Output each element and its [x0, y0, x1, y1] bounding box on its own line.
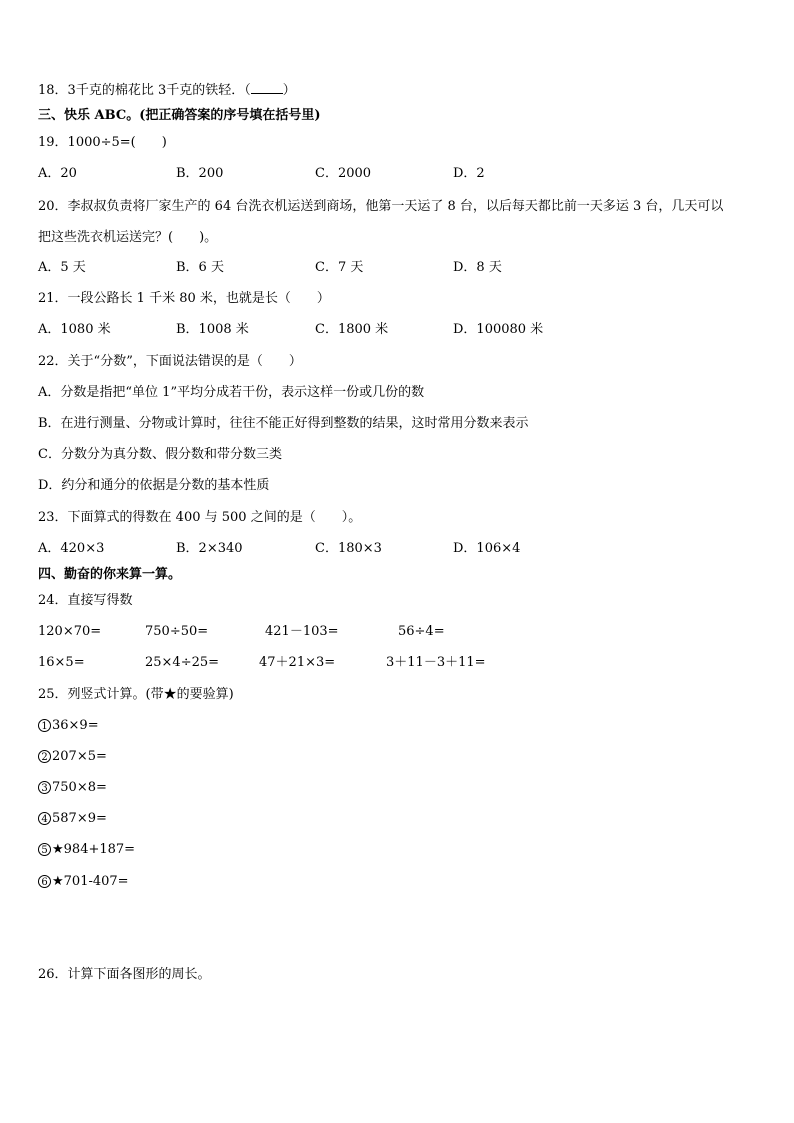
- circled-number-icon: 3: [38, 781, 51, 794]
- question-22-option-b[interactable]: B．在进行测量、分物或计算时，往往不能正好得到整数的结果，这时常用分数来表示: [38, 416, 529, 431]
- question-21-option-d[interactable]: D．100080 米: [453, 322, 544, 337]
- question-21-option-c[interactable]: C．1800 米: [315, 322, 389, 337]
- section-3-heading: 三、快乐 ABC。(把正确答案的序号填在括号里): [38, 108, 321, 123]
- vertical-calc-item: [38, 717, 99, 735]
- section-4-heading: 四、勤奋的你来算一算。: [38, 567, 182, 582]
- calc-item: 3＋11－3＋11=: [386, 655, 486, 670]
- question-20-option-c[interactable]: C．7 天: [315, 260, 364, 275]
- question-24-title: 24．直接写得数: [38, 593, 133, 608]
- circled-number-icon: 6: [38, 875, 51, 888]
- question-19-stem: 19．1000÷5=( ): [38, 135, 167, 150]
- question-20-option-a[interactable]: A．5 天: [38, 260, 86, 275]
- question-19-option-b[interactable]: B．200: [176, 166, 224, 181]
- question-18-text: 18．3千克的棉花比 3千克的铁轻．（: [38, 83, 251, 98]
- vertical-calc-item: [38, 748, 107, 766]
- question-18-close: ）: [282, 83, 296, 98]
- question-23-stem: 23．下面算式的得数在 400 与 500 之间的是（ ）。: [38, 510, 362, 525]
- question-23-option-a[interactable]: A．420×3: [38, 541, 105, 556]
- circled-number-icon: 2: [38, 750, 51, 763]
- vertical-calc-item: [38, 810, 107, 828]
- question-22-option-a[interactable]: A．分数是指把“单位 1”平均分成若干份，表示这样一份或几份的数: [38, 385, 425, 400]
- question-23-option-b[interactable]: B．2×340: [176, 541, 243, 556]
- calc-item: 120×70=: [38, 624, 102, 639]
- calc-item: 16×5=: [38, 655, 85, 670]
- vertical-calc-expr: 36×9=: [52, 718, 99, 733]
- calc-item: 421－103=: [265, 624, 339, 639]
- question-25-title: 25．列竖式计算。(带★的要验算): [38, 687, 234, 702]
- calc-item: 47＋21×3=: [259, 655, 336, 670]
- question-19-option-d[interactable]: D．2: [453, 166, 485, 181]
- answer-blank[interactable]: [251, 81, 283, 94]
- circled-number-icon: 4: [38, 812, 51, 825]
- vertical-calc-expr: ★984+187=: [52, 842, 136, 857]
- circled-number-icon: 5: [38, 843, 51, 856]
- vertical-calc-item: [38, 779, 107, 797]
- calc-item: 750÷50=: [145, 624, 209, 639]
- vertical-calc-expr: 587×9=: [52, 811, 107, 826]
- question-19-option-a[interactable]: A．20: [38, 166, 77, 181]
- question-21-option-b[interactable]: B．1008 米: [176, 322, 249, 337]
- question-22-option-c[interactable]: C．分数分为真分数、假分数和带分数三类: [38, 447, 282, 462]
- calc-item: 56÷4=: [398, 624, 445, 639]
- question-20-line-2: 把这些洗衣机运送完？( )。: [38, 230, 218, 245]
- question-23-option-c[interactable]: C．180×3: [315, 541, 382, 556]
- vertical-calc-expr: 207×5=: [52, 749, 107, 764]
- circled-number-icon: 1: [38, 719, 51, 732]
- question-20-option-b[interactable]: B．6 天: [176, 260, 224, 275]
- question-21-stem: 21．一段公路长 1 千米 80 米，也就是长（ ）: [38, 291, 330, 306]
- vertical-calc-expr: 750×8=: [52, 780, 107, 795]
- vertical-calc-item: [38, 841, 135, 859]
- question-18: [38, 81, 296, 100]
- question-23-option-d[interactable]: D．106×4: [453, 541, 521, 556]
- vertical-calc-expr: ★701-407=: [52, 874, 129, 889]
- question-22-option-d[interactable]: D．约分和通分的依据是分数的基本性质: [38, 478, 270, 493]
- question-21-option-a[interactable]: A．1080 米: [38, 322, 111, 337]
- question-22-stem: 22．关于“分数”，下面说法错误的是（ ）: [38, 354, 302, 369]
- vertical-calc-item: [38, 873, 129, 891]
- question-20-option-d[interactable]: D．8 天: [453, 260, 502, 275]
- question-20-line-1: 20．李叔叔负责将厂家生产的 64 台洗衣机运送到商场，他第一天运了 8 台，以后每天都比前一天多运 3 台，几天可以: [38, 199, 724, 214]
- question-19-option-c[interactable]: C．2000: [315, 166, 372, 181]
- calc-item: 25×4÷25=: [145, 655, 220, 670]
- question-26-stem: 26．计算下面各图形的周长。: [38, 967, 211, 982]
